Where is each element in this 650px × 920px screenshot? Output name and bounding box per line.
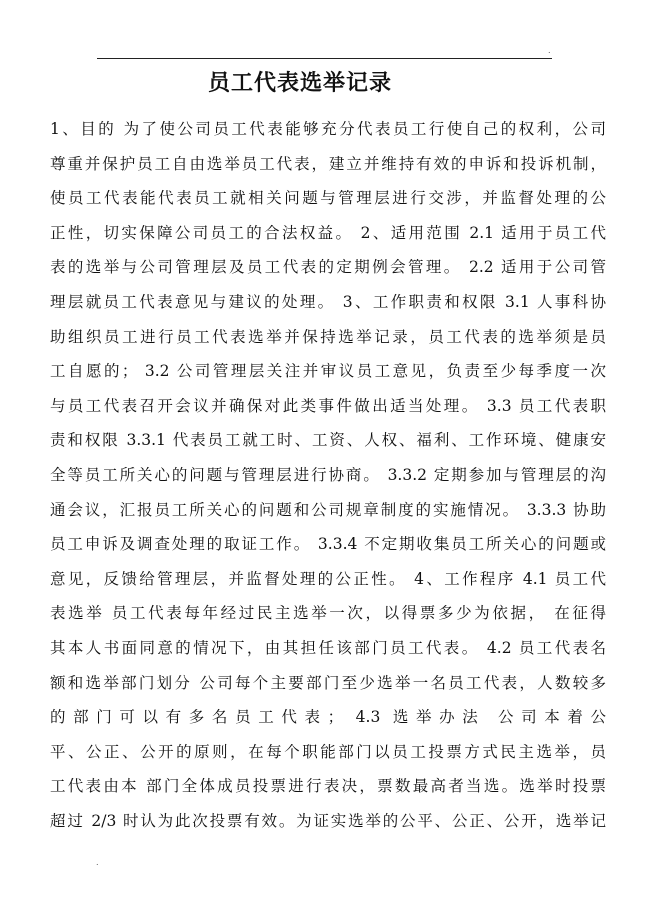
- body-line: 助组织员工进行员工代表选举并保持选举记录，员工代表的选举须是员: [50, 327, 606, 346]
- body-line: 责和权限 3.3.1 代表员工就工时、工资、人权、福利、工作环境、健康安: [50, 431, 606, 450]
- body-line: 其本人书面同意的情况下，由其担任该部门员工代表。 4.2 员工代表名: [50, 638, 606, 657]
- body-line: 超过 2/3 时认为此次投票有效。为证实选举的公平、公正、公开，选举记: [50, 811, 606, 830]
- footer-mark: .: [96, 858, 99, 867]
- document-body: [50, 112, 606, 838]
- body-line: 意见，反馈给管理层，并监督处理的公正性。 4、工作程序 4.1 员工代: [50, 569, 606, 588]
- document-title: 员工代表选举记录: [207, 71, 392, 96]
- body-line: 的部门可以有多名员工代表； 4.3 选举办法 公司本着公: [50, 708, 606, 727]
- body-line: 正性，切实保障公司员工的合法权益。 2、适用范围 2.1 适用于员工代: [50, 223, 606, 242]
- body-line: 员工申诉及调查处理的取证工作。 3.3.4 不定期收集员工所关心的问题或: [50, 535, 606, 554]
- body-line: 全等员工所关心的问题与管理层进行协商。 3.3.2 定期参加与管理层的沟: [50, 465, 606, 484]
- body-line: 平、公正、公开的原则，在每个职能部门以员工投票方式民主选举，员: [50, 742, 606, 761]
- body-line: 表的选举与公司管理层及员工代表的定期例会管理。 2.2 适用于公司管: [50, 258, 606, 277]
- body-line: 工自愿的； 3.2 公司管理层关注并审议员工意见，负责至少每季度一次: [50, 362, 606, 381]
- body-line: 使员工代表能代表员工就相关问题与管理层进行交涉，并监督处理的公: [50, 189, 606, 208]
- body-line: 工代表由本 部门全体成员投票进行表决，票数最高者当选。选举时投票: [50, 777, 606, 796]
- body-line: 尊重并保护员工自由选举员工代表，建立并维持有效的申诉和投诉机制，: [50, 154, 606, 173]
- body-line: 理层就员工代表意见与建议的处理。 3、工作职责和权限 3.1 人事科协: [50, 292, 606, 311]
- body-line: 额和选举部门划分 公司每个主要部门至少选举一名员工代表，人数较多: [50, 673, 606, 692]
- body-line: 与员工代表召开会议并确保对此类事件做出适当处理。 3.3 员工代表职: [50, 396, 606, 415]
- header-mark: .: [548, 46, 551, 55]
- header-rule: [97, 58, 552, 59]
- body-line: 通会议，汇报员工所关心的问题和公司规章制度的实施情况。 3.3.3 协助: [50, 500, 606, 519]
- body-line: 1、目的 为了使公司员工代表能够充分代表员工行使自己的权利，公司: [50, 120, 606, 138]
- body-line: 表选举 员工代表每年经过民主选举一次，以得票多少为依据， 在征得: [50, 604, 606, 623]
